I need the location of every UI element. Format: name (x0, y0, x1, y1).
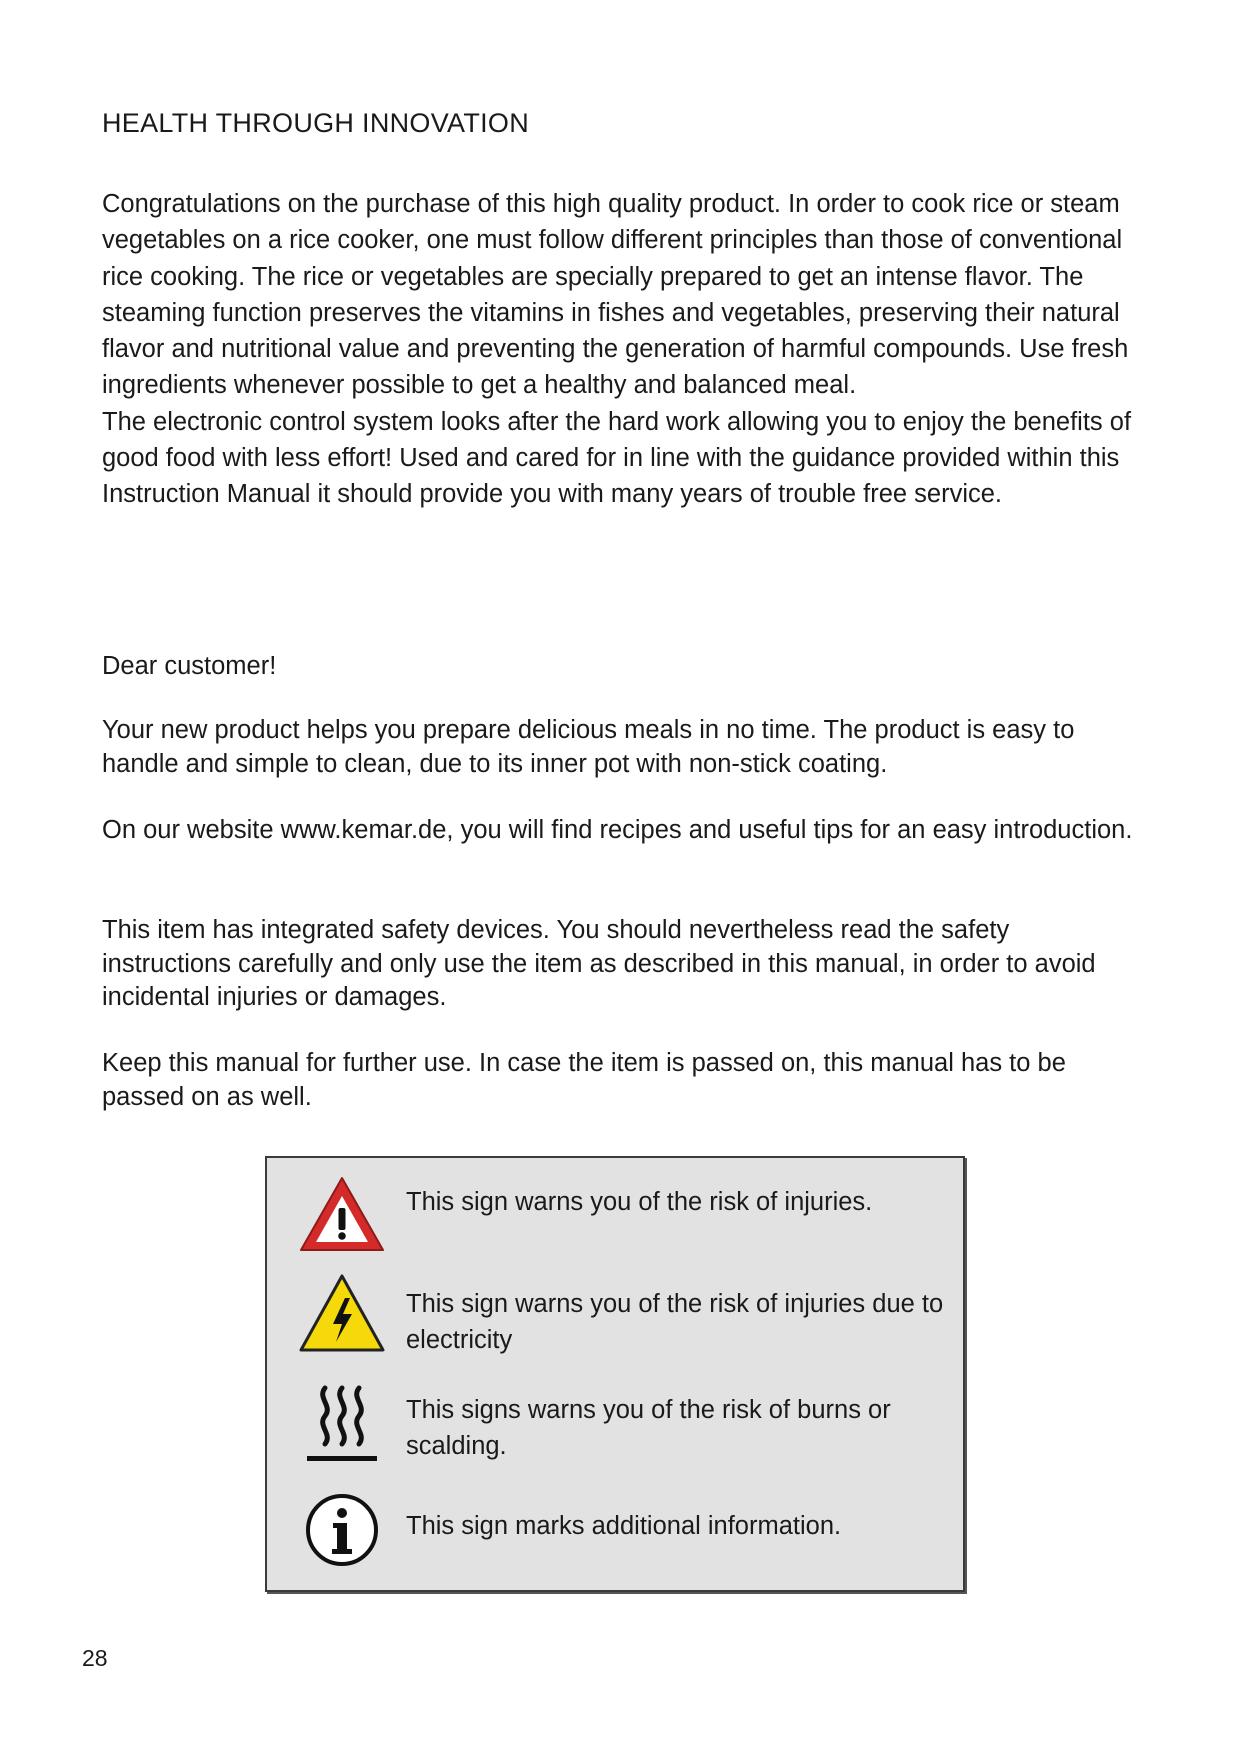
warning-triangle-icon (295, 1172, 389, 1262)
intro-section (102, 186, 1142, 513)
safety-paragraph: This item has integrated safety devices. You should nevertheless read the safety instructions carefully and only use the item as described in this manual, in order to avoid incidental injuries or damages. (102, 916, 1096, 1011)
page-number: 28 (82, 1645, 108, 1671)
legend-text-injury: This sign warns you of the risk of injuries. (406, 1188, 873, 1216)
hot-surface-icon (295, 1380, 389, 1470)
intro-paragraph-2: The electronic control system looks after the hard work allowing you to enjoy the benefits of good food with less effort! Used and cared for in line with the guidance provided within this Instruction Manual it should provide you with many years of trouble free service. (102, 407, 1132, 509)
legend-text-burns: This signs warns you of the risk of burns or scalding. (406, 1396, 891, 1460)
legend-text-electricity: This sign warns you of the risk of injuries due to electricity (406, 1290, 944, 1354)
legend-text-info: This sign marks additional information. (406, 1512, 842, 1540)
website-paragraph: On our website www.kemar.de, you will find recipes and useful tips for an easy introduction. (102, 816, 1133, 844)
keep-manual-paragraph: Keep this manual for further use. In case the item is passed on, this manual has to be passed on as well. (102, 1049, 1066, 1111)
electric-hazard-icon (295, 1270, 389, 1360)
customer-greeting: Dear customer! (102, 652, 277, 680)
intro-paragraph-1: Congratulations on the purchase of this high quality product. In order to cook rice or steam vegetables on a rice cooker, one must follow different principles than those of conventional rice cooking. The rice or vegetables are specially prepared to get an intense flavor. The steaming function preserves the vitamins in fishes and vegetables, preserving their natural flavor and nutritional value and preventing the generation of harmful compounds. Use fresh ingredients whenever possible to get a healthy and balanced meal. (102, 190, 1129, 400)
page-title: HEALTH THROUGH INNOVATION (102, 108, 530, 138)
safety-signs-legend (265, 1156, 965, 1592)
info-icon (295, 1486, 389, 1576)
product-paragraph: Your new product helps you prepare delicious meals in no time. The product is easy to handle and simple to clean, due to its inner pot with non-stick coating. (102, 716, 1075, 778)
